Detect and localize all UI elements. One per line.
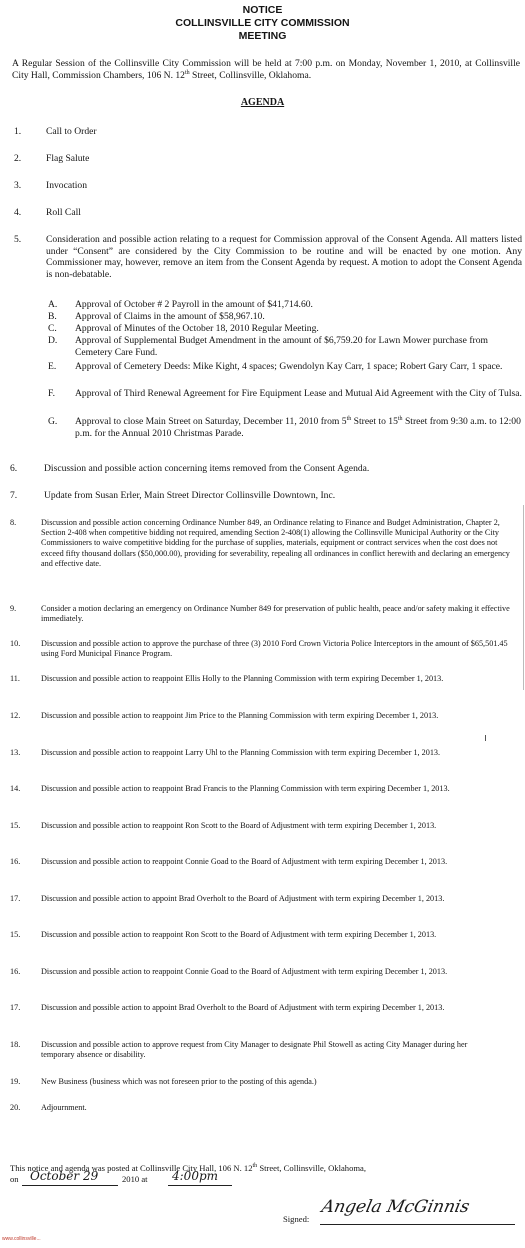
signed-label: Signed: (283, 1214, 310, 1224)
handwritten-time: 4:00pm (172, 1169, 219, 1183)
website-stamp: www.collinsville... (2, 1236, 41, 1242)
intro-paragraph: A Regular Session of the Collinsville City Commission will be held at 7:00 p.m. on Monday, November 1, 2010, at Collinsville City Hall, Commission Chambers, 106 N. 12th Street, Collinsville, Oklahoma. (12, 58, 520, 81)
handwritten-date: October 29 (30, 1169, 99, 1183)
signature-line (320, 1224, 515, 1225)
meeting-title: MEETING (238, 30, 287, 42)
notice-title: NOTICE (242, 4, 283, 16)
time-line (168, 1185, 232, 1186)
agenda-page: NOTICE COLLINSVILLE CITY COMMISSION MEETING A Regular Session of the Collinsville City Commission will be held at 7:00 p.m. on Monday, November 1, 2010, at Collinsville City Hall, Commission Chambers, 106 N. 12th Street, Collinsville, Oklahoma. AGENDA 1. Call to Order 2. Flag Salute 3. Invocation 4. Roll Call 5. Consideration and possible action relating to a request for Commission approval of the Consent Agenda. All matters listed under “Consent” are considered by the City Commission to be routine and will be enacted by one motion. Any Commissioner may, however, remove an item from the Consent Agenda by request. A motion to adopt the Consent Agenda is non-debatable. A. Approval of October # 2 Payroll in the amount of $41,714.60. B. Approval of Claims in the amount of $58,967.10. C. Approval of Minutes of the October 18, 2010 Regular Meeting. D. Approval of Supplemental Budget Amendment in the amount of $6,759.20 for Lawn Mower purchase from Cemetery Care Fund. E. Approval of Cemetery Deeds: Mike Kight, 4 spaces; Gwendolyn Kay Carr, 1 space; Robert Gary Carr, 1 space. F. Approval of Third Renewal Agreement for Fire Equipment Lease and Mutual Aid Agreement with the City of Tulsa. G. Approval to close Main Street on Saturday, December 11, 2010 from 5th Street to 15th Street from 9:30 a.m. to 12:00 p.m. for the Annual 2010 Christmas Parade. 6. Discussion and possible action concerning items removed from the Consent Agenda. 7. Update from Susan Erler, Main Street Director Collinsville Downtown, Inc. 8. Discussion and possible action concerning Ordinance Number 849, an Ordinance relating to Finance and Budget Administration, Chapter 2, Section 2-408 when competitive bidding not required, amending Section 2-408(1) allowing the Collinsville Municipal Authority or the City Commissioners to waive competitive bidding for the purchase of supplies, materials, equipment or contract services when the cost does not exceed fifty thousand dollars ($50,000.00), providing for severability, repealing all ordinances in conflict herewith and declaring an emergency and effective date. 9. Consider a motion declaring an emergency on Ordinance Number 849 for preservation of public health, peace and/or safety making it effective immediately. 10. Discussion and possible action to approve the purchase of three (3) 2010 Ford Crown Victoria Police Interceptors in the amount of $65,501.45 using Ford Municipal Finance Program. 11. Discussion and possible action to reappoint Ellis Holly to the Planning Commission with term expiring December 1, 2013. 12. Discussion and possible action to reappoint Jim Price to the Planning Commission with term expiring December 1, 2013. 13. Discussion and possible action to reappoint Larry Uhl to the Planning Commission with term expiring December 1, 2013. 14. Discussion and possible action to reappoint Brad Francis to the Planning Commission with term expiring December 1, 2013. 15. Discussion and possible action to reappoint Ron Scott to the Board of Adjustment with term expiring December 1, 2013. 16. Discussion and possible action to reappoint Connie Goad to the Board of Adjustment with term expiring December 1, 2013. 17. Discussion and possible action to appoint Brad Overholt to the Board of Adjustment with term expiring December 1, 2013. 15. Discussion and possible action to reappoint Ron Scott to the Board of Adjustment with term expiring December 1, 2013. 16. Discussion and possible action to reappoint Connie Goad to the Board of Adjustment with term expiring December 1, 2013. 17. Discussion and possible action to appoint Brad Overholt to the Board of Adjustment with term expiring December 1, 2013. 18. Discussion and possible action to approve request from City Manager to designate Phil Stowell as acting City Manager during her temporary absence or disability. 19. New Business (business which was not foreseen prior to the posting of this agenda.) 20. Adjournment. This notice and agenda was posted at Collinsville City Hall, 106 N. 12th Street, Collinsville, Oklahoma, on October 29 2010 at 4:00pm Signed: Angela McGinnis www.collinsville... (0, 0, 525, 1248)
posting-line-1: This notice and agenda was posted at Collinsville City Hall, 106 N. 12th Street, Collinsville, Oklahoma, (10, 1163, 367, 1173)
year-at-label: 2010 at (122, 1174, 148, 1184)
scan-mark (485, 735, 486, 741)
signature: Angela McGinnis (319, 1197, 472, 1217)
scan-edge-line (523, 505, 524, 690)
date-line (22, 1185, 118, 1186)
agenda-heading: AGENDA (240, 97, 285, 108)
on-label: on (10, 1174, 19, 1184)
commission-title: COLLINSVILLE CITY COMMISSION (175, 17, 350, 29)
